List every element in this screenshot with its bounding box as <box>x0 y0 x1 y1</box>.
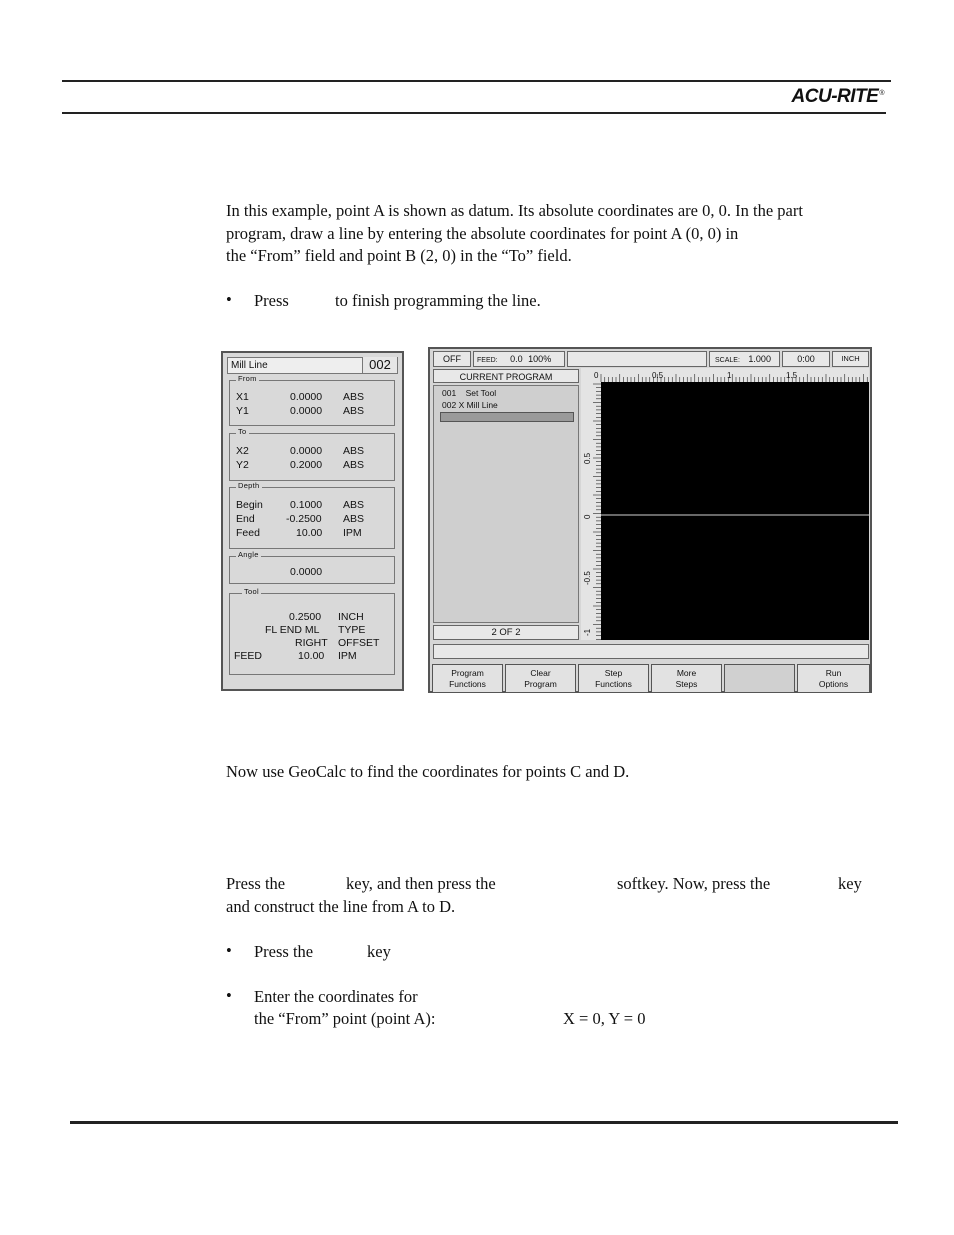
tool-diameter[interactable]: 0.2500 <box>289 611 322 623</box>
y1-mode[interactable]: ABS <box>343 405 365 417</box>
press-line-2: and construct the line from A to D. <box>226 897 456 916</box>
x2-value[interactable]: 0.0000 <box>290 445 323 457</box>
mill-line-title-bar <box>227 357 398 374</box>
mill-line-screen <box>221 351 404 691</box>
bullet-2-text: Press the <box>254 942 314 961</box>
bullet-3-dot: • <box>226 986 232 1005</box>
step-number: 002 <box>362 357 397 373</box>
program-step-list[interactable] <box>433 385 579 623</box>
intro-line-3: the “From” field and point B (2, 0) in the “To” field. <box>226 246 572 265</box>
angle-group <box>229 550 395 584</box>
acu-rite-logo: ACU-RITE® <box>791 86 884 107</box>
footer-rule <box>70 1121 898 1124</box>
scale-label: SCALE: <box>715 357 740 364</box>
angle-value[interactable]: 0.0000 <box>290 566 323 578</box>
y1-value[interactable]: 0.0000 <box>290 405 323 417</box>
header-rule-top <box>62 80 891 82</box>
toolpath-graph[interactable] <box>581 368 869 640</box>
tool-feed-label: FEED <box>234 650 263 662</box>
to-label: To <box>238 427 247 436</box>
angle-label: Angle <box>238 550 259 559</box>
begin-value[interactable]: 0.1000 <box>290 499 323 511</box>
tool-group <box>229 587 395 675</box>
x-tick-label: 1 <box>727 371 732 380</box>
tool-diameter-unit: INCH <box>338 611 364 623</box>
x1-value[interactable]: 0.0000 <box>290 391 323 403</box>
begin-mode[interactable]: ABS <box>343 499 365 511</box>
from-group <box>229 374 395 426</box>
y-tick-label: 0.5 <box>583 452 592 464</box>
header-rule-bottom <box>62 112 886 114</box>
end-value[interactable]: -0.2500 <box>286 513 322 525</box>
message-field <box>567 351 707 367</box>
press-c: softkey. Now, press the <box>617 874 771 893</box>
scale-value: 1.000 <box>748 354 771 364</box>
intro-line-1: In this example, point A is shown as datum. Its absolute coordinates are 0, 0. In the part <box>226 201 803 220</box>
press-b: key, and then press the <box>346 874 496 893</box>
bullet-3-line-2: the “From” point (point A): <box>254 1009 436 1028</box>
graph-canvas <box>581 368 869 640</box>
time-status: 0:00 <box>782 351 830 367</box>
y2-label: Y2 <box>236 459 249 471</box>
press-a: Press the <box>226 874 286 893</box>
press-d: key <box>838 874 862 893</box>
feed-label: Feed <box>236 527 260 539</box>
step-functions-softkey[interactable]: Step Functions <box>578 664 649 693</box>
bullet-1-press: Press <box>254 291 289 310</box>
page-indicator: 2 OF 2 <box>433 625 579 640</box>
x1-mode[interactable]: ABS <box>343 391 365 403</box>
program-screen <box>428 347 872 693</box>
bullet-3-line-1: Enter the coordinates for <box>254 987 418 1006</box>
y-tick-label: -1 <box>583 628 592 636</box>
y2-mode[interactable]: ABS <box>343 459 365 471</box>
tool-label: Tool <box>244 587 259 596</box>
geocalc-paragraph: Now use GeoCalc to find the coordinates for points C and D. <box>226 762 630 781</box>
from-label: From <box>238 374 257 383</box>
x-tick-label: 0 <box>594 371 599 380</box>
bullet-1-text: to finish programming the line. <box>335 291 541 310</box>
x-tick-label: 1.5 <box>786 371 798 380</box>
feed-status <box>473 351 565 367</box>
tool-feed-value[interactable]: 10.00 <box>298 650 325 662</box>
list-item[interactable]: 002 X Mill Line <box>442 400 498 410</box>
selected-row-highlight[interactable] <box>440 412 574 422</box>
x-tick-label: 0.5 <box>652 371 664 380</box>
bullet-2-text-2: key <box>367 942 391 961</box>
feed-value: 0.0 <box>510 354 523 364</box>
spindle-status[interactable]: OFF <box>433 351 471 367</box>
units-status[interactable]: INCH <box>832 351 869 367</box>
list-item[interactable]: 001 Set Tool <box>442 388 497 398</box>
feed-label: FEED: <box>477 357 498 364</box>
y-tick-label: 0 <box>583 514 592 519</box>
intro-paragraph <box>226 200 803 268</box>
screen-title: Mill Line <box>231 360 268 371</box>
prompt-bar <box>433 644 869 659</box>
tool-offset-label: OFFSET <box>338 637 380 649</box>
tool-feed-unit: IPM <box>338 650 357 662</box>
clear-program-softkey[interactable]: Clear Program <box>505 664 576 693</box>
y-tick-label: -0.5 <box>583 571 592 585</box>
x1-label: X1 <box>236 391 249 403</box>
begin-label: Begin <box>236 499 263 511</box>
tool-type[interactable]: FL END ML <box>265 624 320 636</box>
run-options-softkey[interactable]: Run Options <box>797 664 870 693</box>
y1-label: Y1 <box>236 405 249 417</box>
end-label: End <box>236 513 255 525</box>
y2-value[interactable]: 0.2000 <box>290 459 323 471</box>
depth-label: Depth <box>238 481 260 490</box>
scale-status <box>709 351 780 367</box>
blank-softkey[interactable] <box>724 664 795 693</box>
bullet-1-dot: • <box>226 290 232 309</box>
end-mode[interactable]: ABS <box>343 513 365 525</box>
depth-group <box>229 481 395 549</box>
x2-label: X2 <box>236 445 249 457</box>
current-program-header: CURRENT PROGRAM <box>433 369 579 383</box>
to-group <box>229 427 395 481</box>
from-point-coords: X = 0, Y = 0 <box>563 1009 646 1028</box>
more-steps-softkey[interactable]: More Steps <box>651 664 722 693</box>
intro-line-2: program, draw a line by entering the absolute coordinates for point A (0, 0) in <box>226 223 739 243</box>
feed-percent: 100% <box>528 354 552 364</box>
tool-offset[interactable]: RIGHT <box>295 637 328 649</box>
program-functions-softkey[interactable]: Program Functions <box>432 664 503 693</box>
bullet-2-dot: • <box>226 941 232 960</box>
x2-mode[interactable]: ABS <box>343 445 365 457</box>
feed-value[interactable]: 10.00 <box>296 527 323 539</box>
feed-unit[interactable]: IPM <box>343 527 362 539</box>
tool-type-label: TYPE <box>338 624 366 636</box>
